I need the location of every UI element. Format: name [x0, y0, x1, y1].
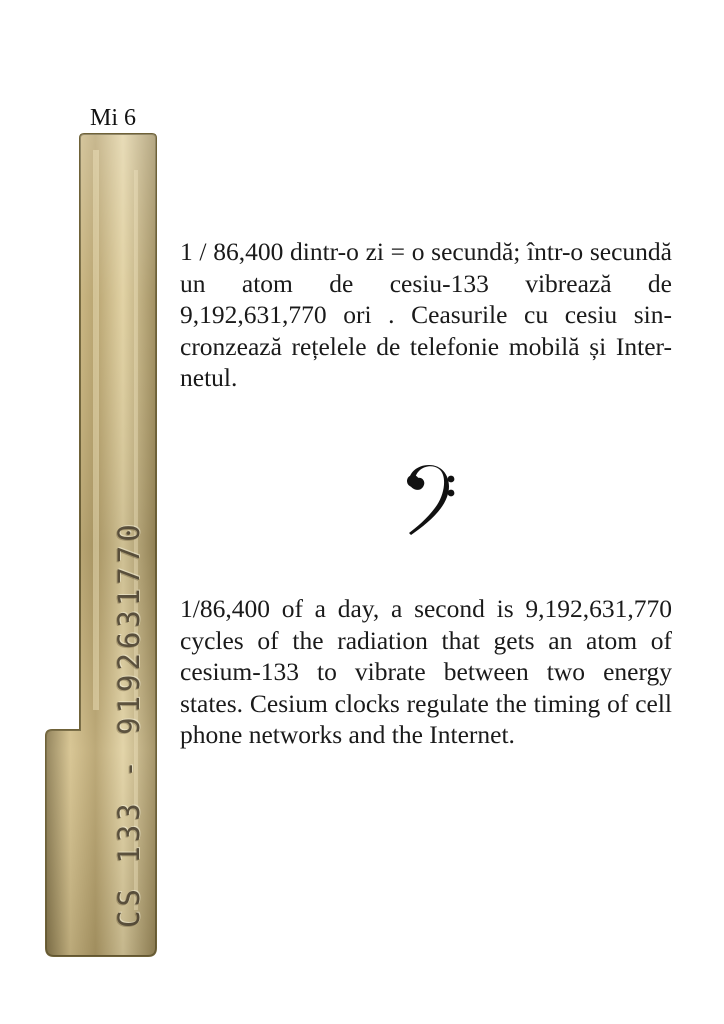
bar-engraving: CS 133 - 9192631770: [112, 520, 146, 928]
bass-clef-icon: [405, 463, 455, 538]
page-label: Mi 6: [90, 105, 137, 131]
romanian-paragraph: 1 / 86,400 dintr-o zi = o secundă; într-o secundă un atom de cesiu-133 vibrează de 9,192,631,770 ori . Ceasurile cu cesiu sin-cronzează rețelele de telefonie mobilă și Inter-netul.: [180, 237, 672, 392]
english-paragraph: 1/86,400 of a day, a second is 9,192,631,770 cycles of the radiation that gets an atom of cesium-133 to vibrate between two energy states. Cesium clocks regulate the timing of cell phone networks and the Internet.: [180, 594, 672, 749]
cesium-bar-image: [36, 130, 166, 960]
